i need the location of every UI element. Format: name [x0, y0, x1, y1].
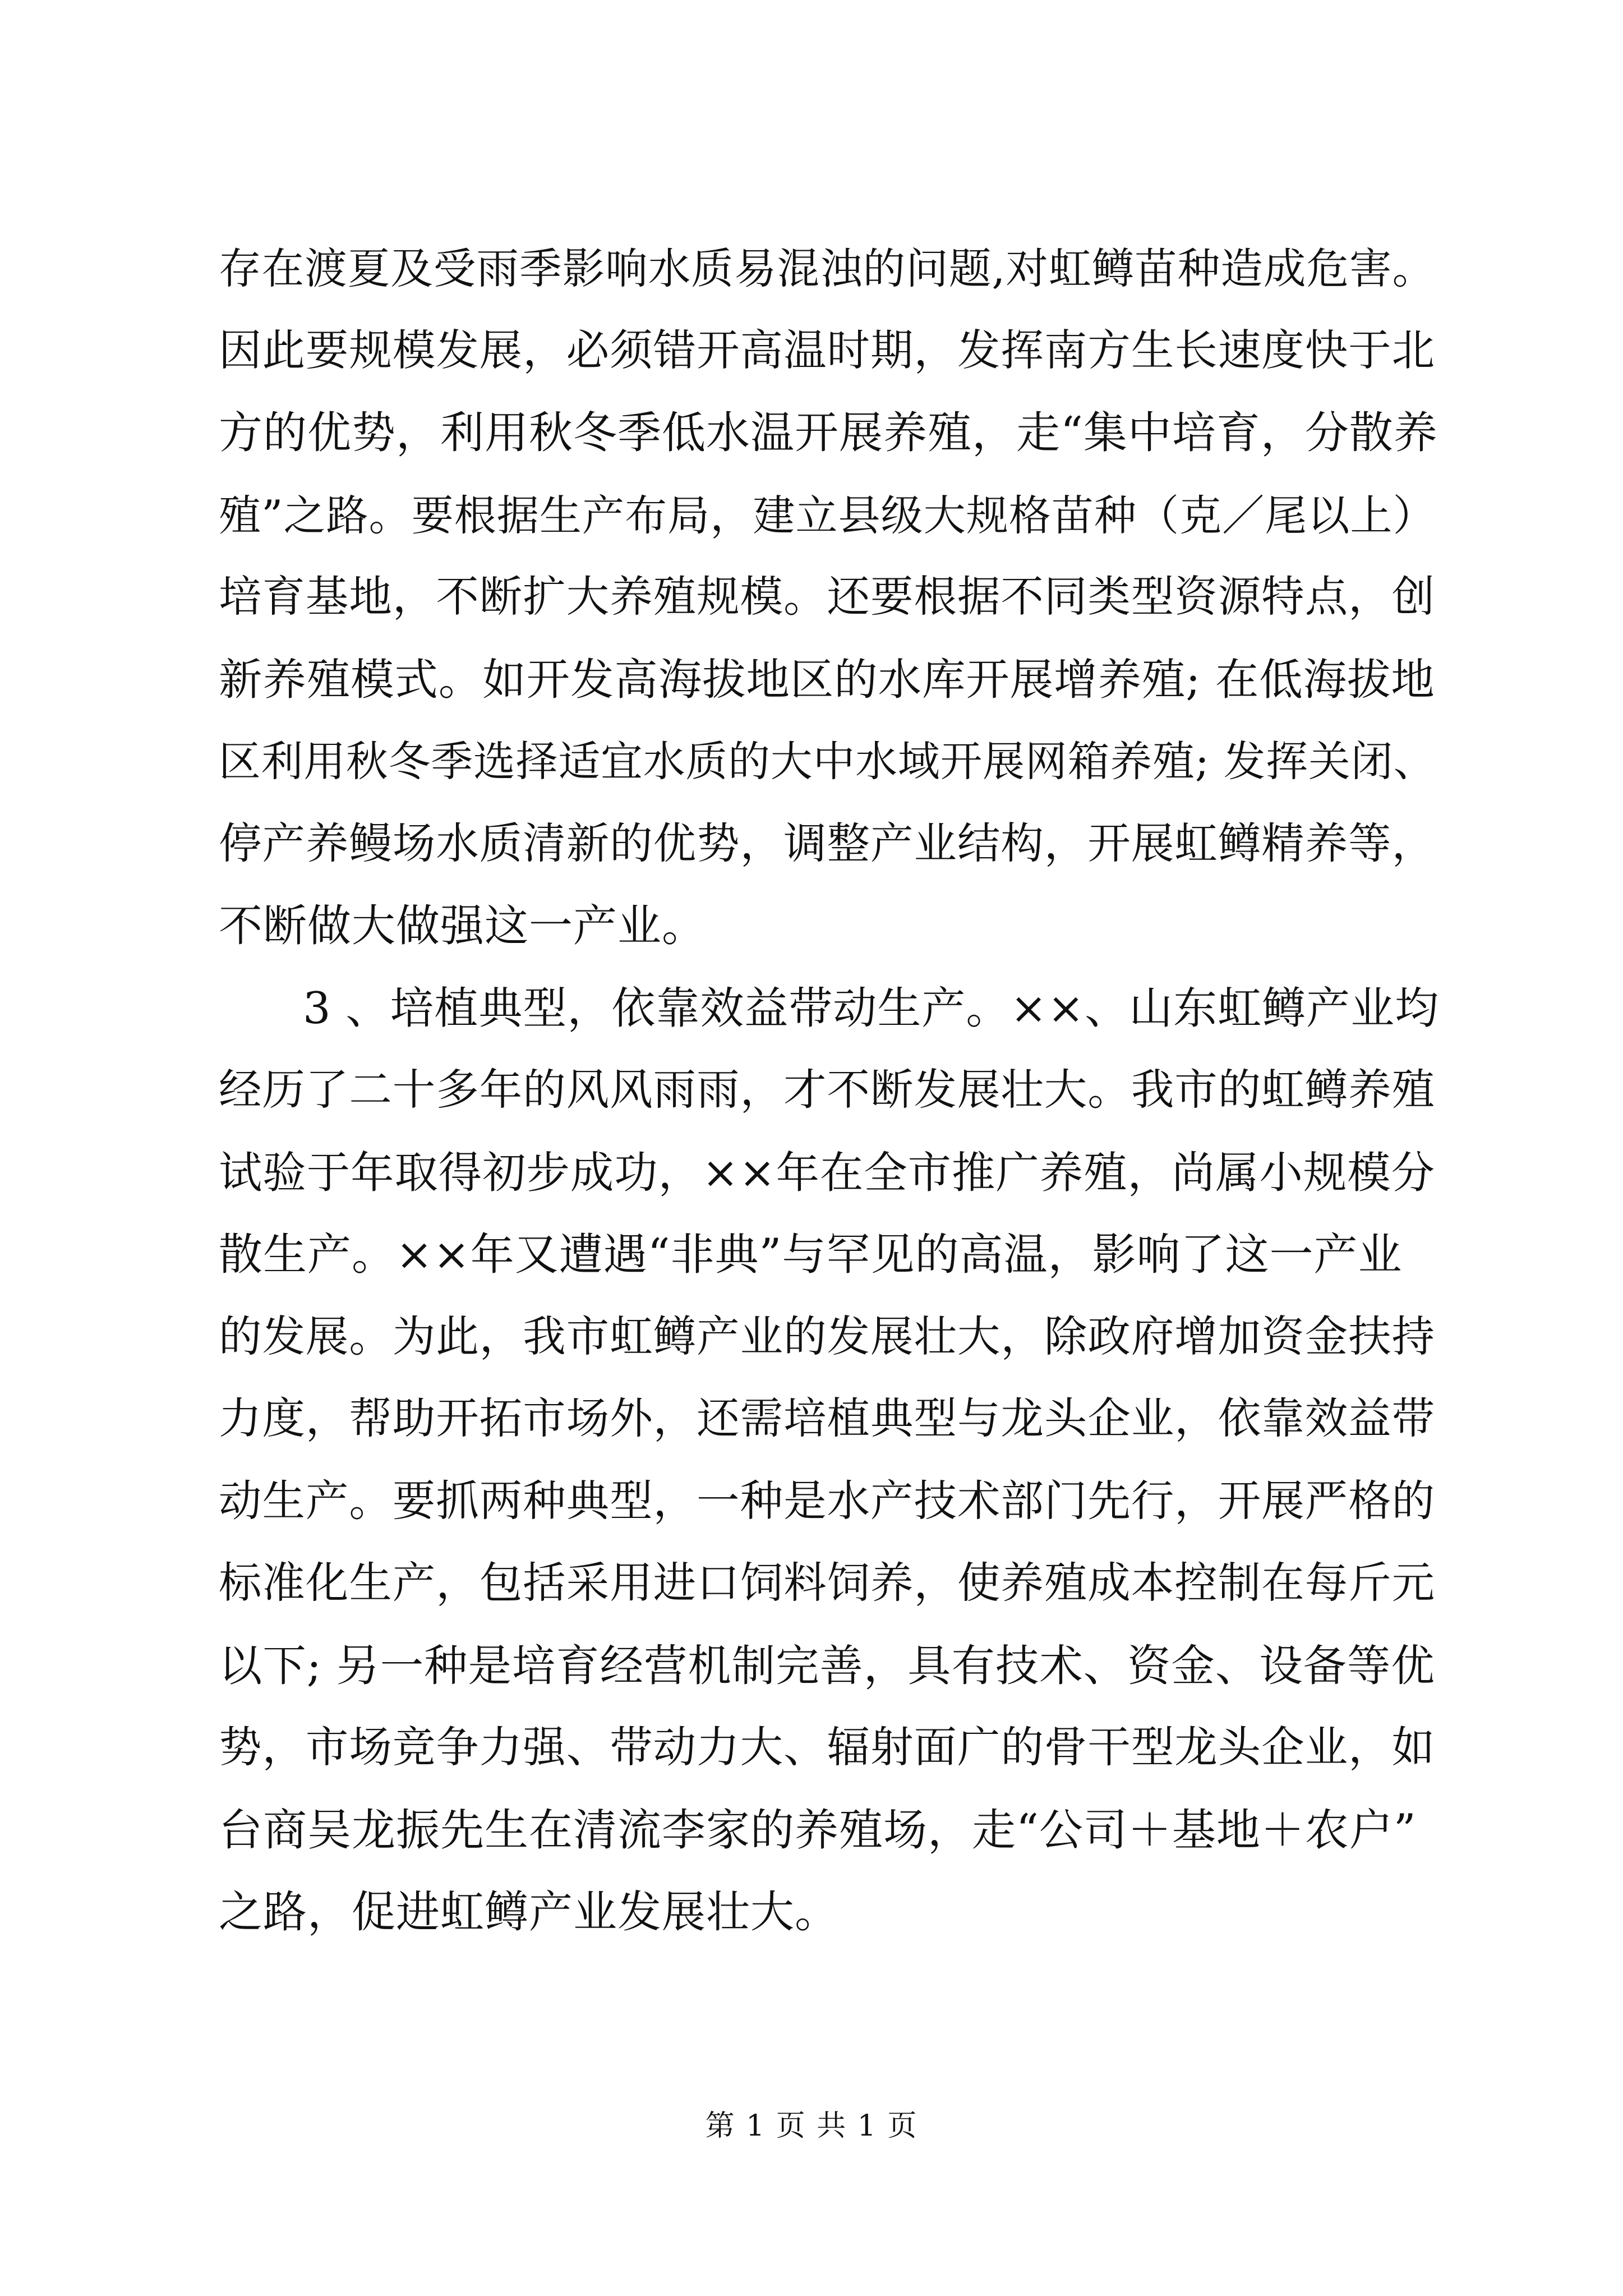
text-line: 散生产。××年又遭遇“非典”与罕见的高温，影响了这一产业 — [219, 1230, 1403, 1280]
page-number-label: 第 1 页 共 1 页 — [705, 2109, 918, 2143]
text-line: 以下; 另一种是培育经营机制完善，具有技术、资金、设备等优 — [219, 1640, 1435, 1691]
page-footer — [0, 2109, 1623, 2143]
text-line: 动生产。要抓两种典型，一种是水产技术部门先行，开展严格的 — [219, 1476, 1436, 1526]
text-line: 培育基地，不断扩大养殖规模。还要根据不同类型资源特点，创 — [219, 572, 1436, 622]
text-line: 区利用秋冬季选择适宜水质的大中水域开展网箱养殖; 发挥关闭、 — [219, 737, 1436, 786]
paragraph-start-line: 3 、培植典型，依靠效益带动生产。××、山东虹鳟产业均 — [303, 983, 1440, 1034]
text-line: 之路，促进虹鳟产业发展壮大。 — [219, 1887, 840, 1938]
text-line: 停产养鳗场水质清新的优势，调整产业结构，开展虹鳟精养等， — [219, 818, 1436, 869]
text-line: 因此要规模发展，必须错开高温时期，发挥南方生长速度快于北 — [219, 325, 1436, 376]
text-line: 存在渡夏及受雨季影响水质易混浊的问题,对虹鳟苗种造成危害。 — [219, 244, 1436, 293]
text-line: 试验于年取得初步成功，××年在全市推广养殖，尚属小规模分 — [219, 1147, 1435, 1198]
text-line: 力度，帮助开拓市场外，还需培植典型与龙头企业，依靠效益带 — [219, 1394, 1436, 1444]
text-line: 经历了二十多年的风风雨雨，才不断发展壮大。我市的虹鳟养殖 — [219, 1065, 1436, 1115]
text-line: 标准化生产，包括采用进口饲料饲养，使养殖成本控制在每斤元 — [219, 1558, 1436, 1608]
body-text — [219, 228, 1441, 1954]
text-line: 不断做大做强这一产业。 — [219, 901, 707, 951]
text-line: 台商吴龙振先生在清流李家的养殖场，走“公司＋基地＋农户” — [219, 1805, 1417, 1856]
text-line: 势，市场竞争力强、带动力大、辐射面广的骨干型龙头企业，如 — [219, 1723, 1436, 1773]
text-line: 殖”之路。要根据生产布局，建立县级大规格苗种（克／尾以上） — [219, 490, 1436, 540]
text-line: 新养殖模式。如开发高海拔地区的水库开展增养殖; 在低海拔地 — [219, 654, 1435, 705]
text-line: 的发展。为此，我市虹鳟产业的发展壮大，除政府增加资金扶持 — [219, 1312, 1436, 1362]
text-line: 方的优势，利用秋冬季低水温开展养殖，走“集中培育，分散养 — [219, 408, 1438, 458]
